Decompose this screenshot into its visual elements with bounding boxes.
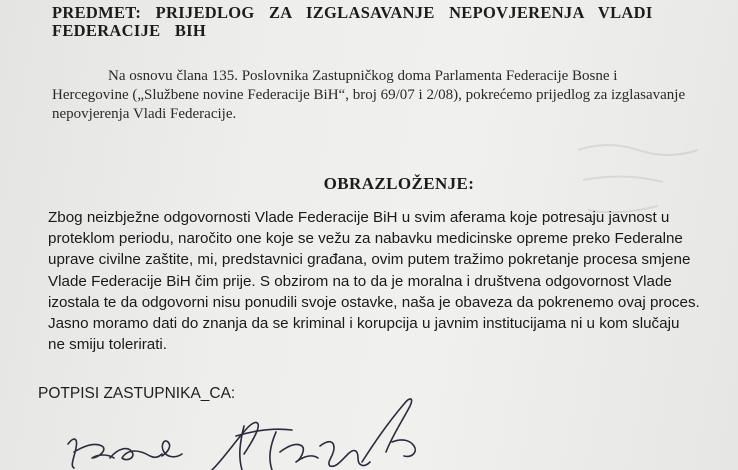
body-line: Vlade Federacije BiH čim prije. S obzirom na to da je moralna i društvena odgovornost Vlade <box>48 272 672 290</box>
body-line: Jasno moramo dati do znanja da se kriminal i korupcija u javnim institucijama ni u kom slučaju <box>48 315 680 333</box>
section-heading: OBRAZLOŽENJE: <box>323 174 475 193</box>
body-line: ne smiju tolerirati. <box>48 336 168 354</box>
subject-line-1: PREDMET: PRIJEDLOG ZA IZGLASAVANJE NEPOVJERENJA VLADI <box>52 3 653 22</box>
handwritten-signatures <box>40 392 460 470</box>
subject-line-2: FEDERACIJE BIH <box>52 21 207 40</box>
body-line: proteklom periodu, naročito one koje se vežu za nabavku medicinske opreme preko Federalne <box>48 230 683 248</box>
intro-paragraph: Na osnovu člana 135. Poslovnika Zastupničkog doma Parlamenta Federacije Bosne i Hercegovine („Službene novine Federacije BiH“, broj 69/07 i 2/08), pokrećemo prijedlog za izglasavanje nepovjerenja Vladi Federacije. <box>52 68 686 122</box>
body-line: izostala te da odgovorni nisu ponudili svoje ostavke, naša je obaveza da pokrenemo ovaj proces. <box>48 293 700 311</box>
subject-heading <box>52 4 712 40</box>
body-line: Zbog neizbježne odgovornosti Vlade Federacije BiH u svim aferama koje potresaju javnost u <box>48 209 670 226</box>
body-line: uprave civilne zaštite, mi, predstavnici građana, ovim putem tražimo pokretanje procesa smjene <box>48 251 691 269</box>
justification-paragraph <box>48 207 713 355</box>
signatures-label: POTPISI ZASTUPNIKA_CA: <box>38 385 236 402</box>
